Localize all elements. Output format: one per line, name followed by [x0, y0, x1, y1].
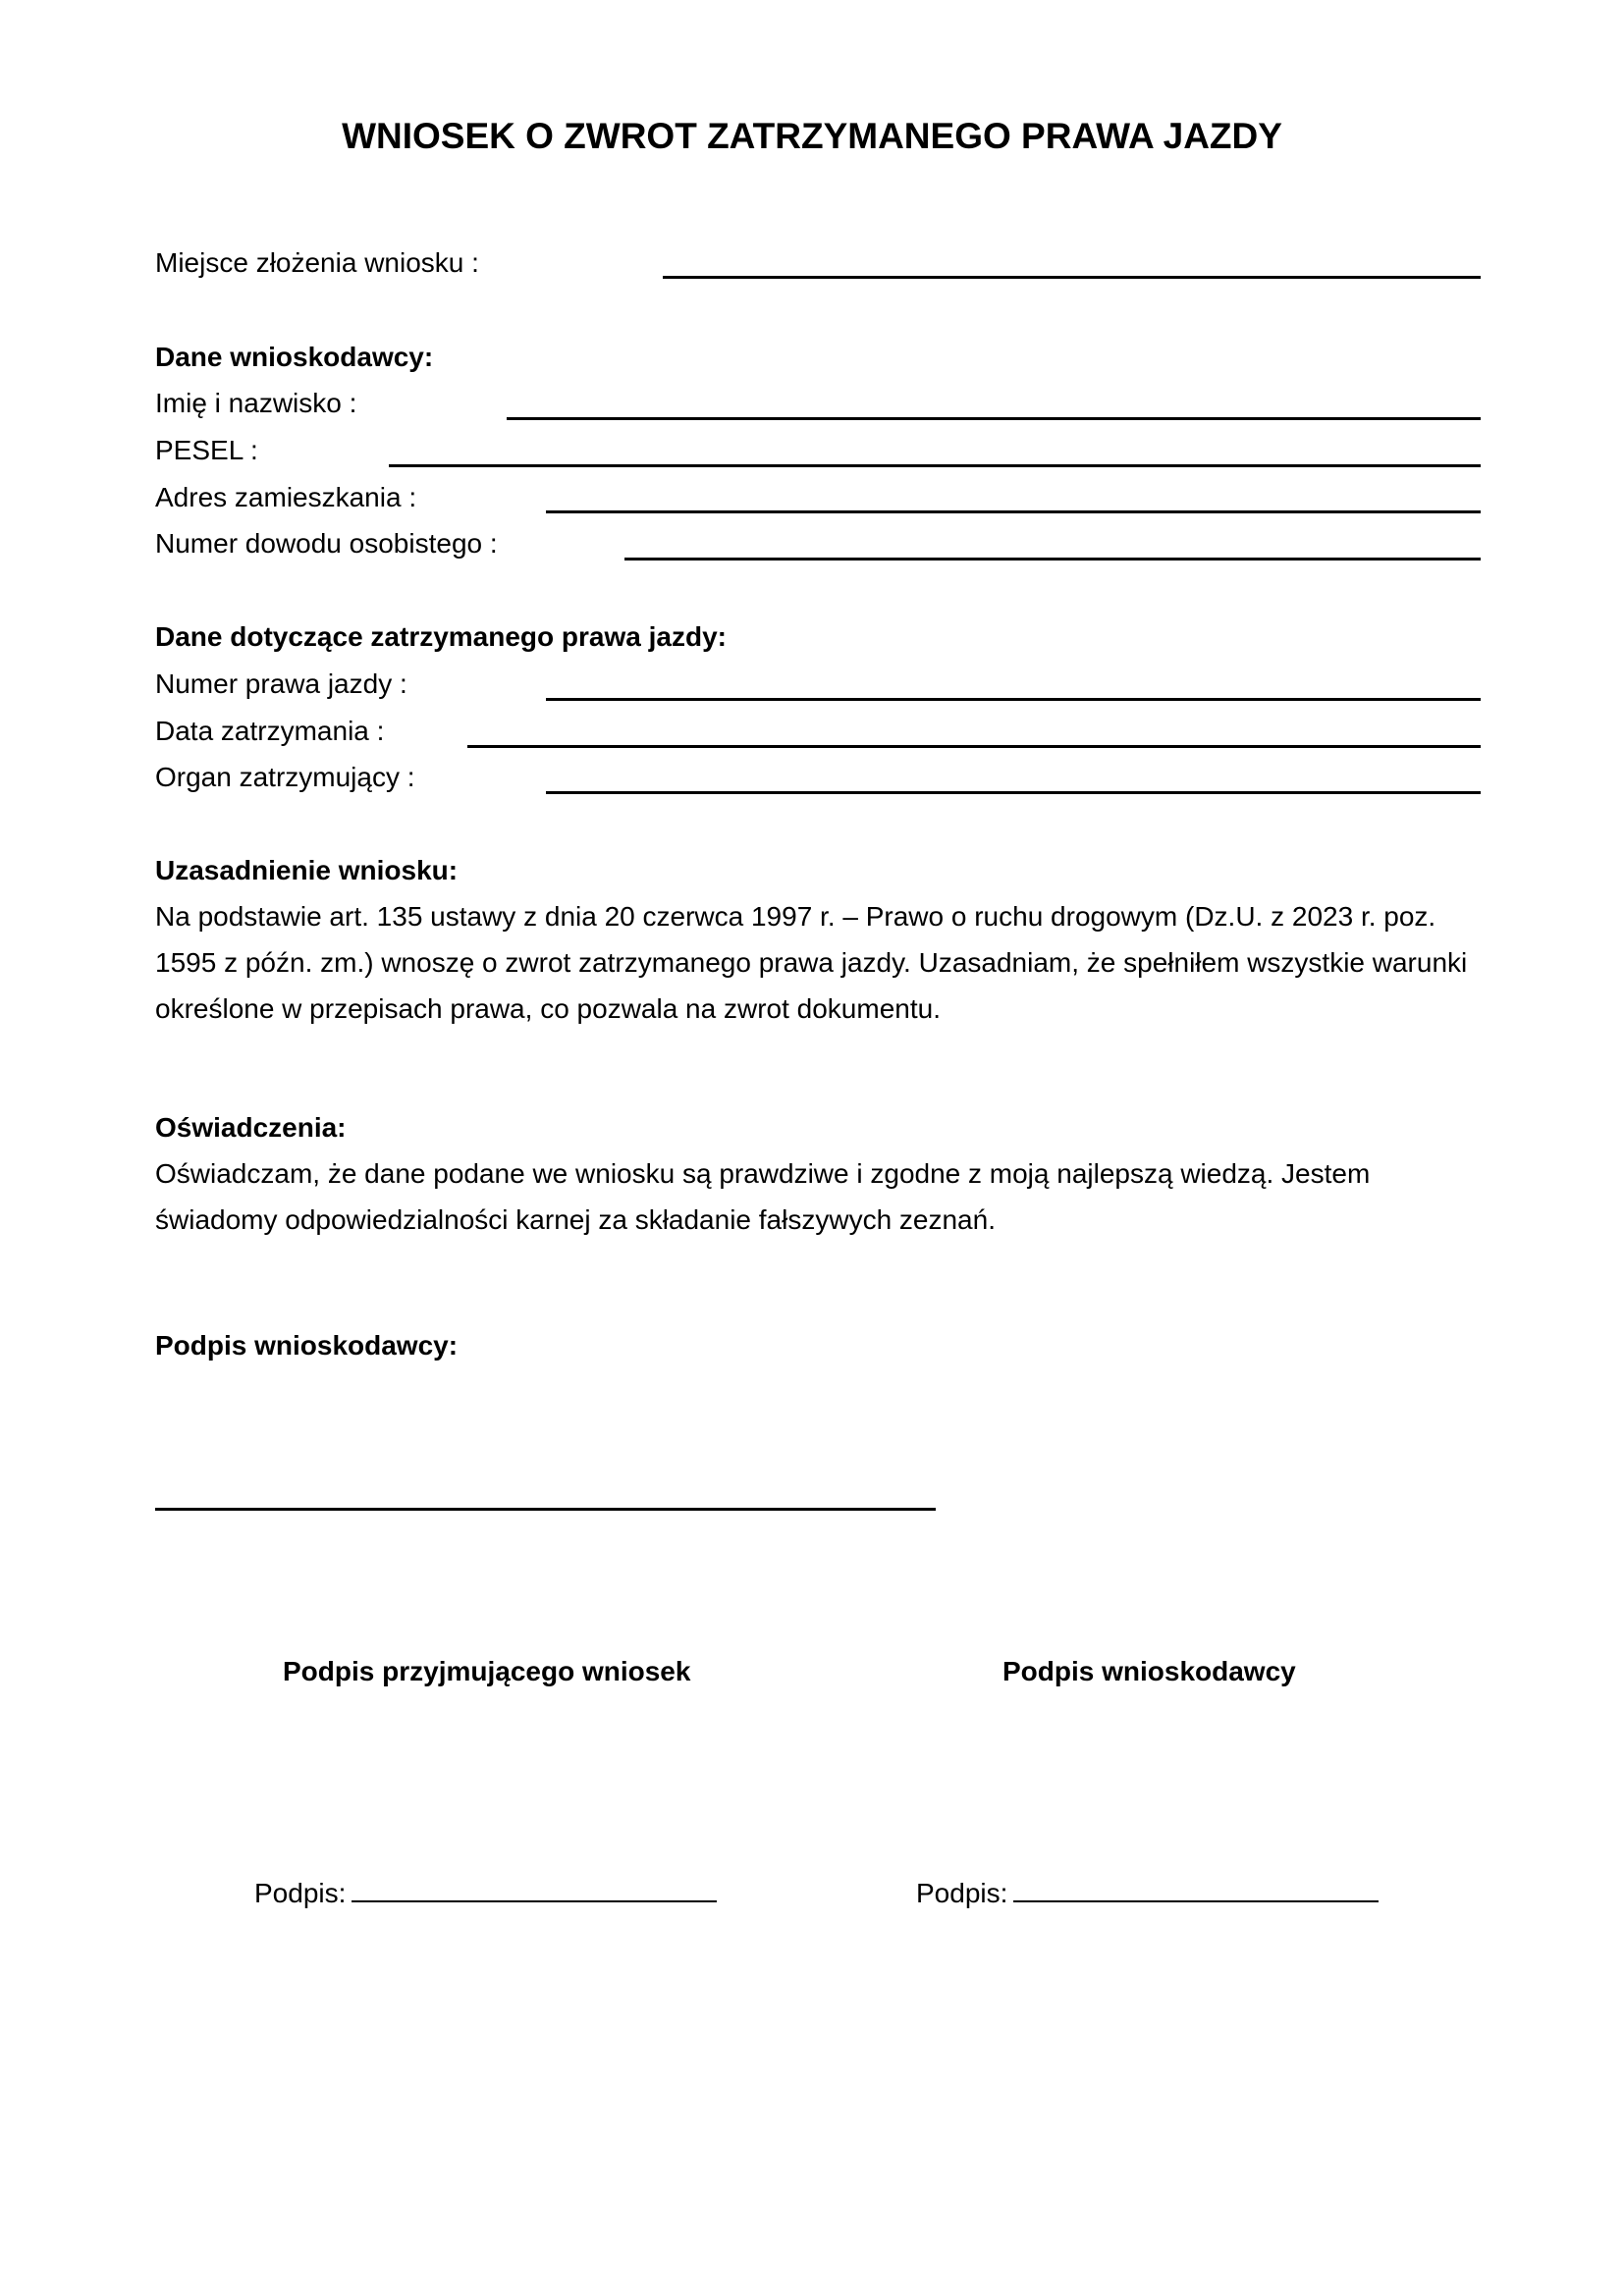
address-field[interactable]	[546, 510, 1481, 513]
authority-label: Organ zatrzymujący :	[155, 762, 415, 792]
authority-field[interactable]	[546, 791, 1481, 794]
receiver-signature-field[interactable]	[254, 1875, 717, 1909]
justification-heading: Uzasadnienie wniosku:	[155, 855, 459, 885]
document-title: WNIOSEK O ZWROT ZATRZYMANEGO PRAWA JAZDY	[342, 116, 1282, 156]
applicant-signature-underline[interactable]	[1013, 1875, 1379, 1902]
id-number-field[interactable]	[624, 558, 1481, 561]
receiver-signature-title: Podpis przyjmującego wniosek	[283, 1656, 691, 1686]
license-number-label: Numer prawa jazdy :	[155, 668, 407, 699]
place-field[interactable]	[663, 276, 1481, 279]
address-label: Adres zamieszkania :	[155, 482, 417, 512]
pesel-field[interactable]	[389, 464, 1481, 467]
applicant-signature-label: Podpis:	[916, 1878, 1008, 1908]
detention-date-label: Data zatrzymania :	[155, 716, 385, 746]
name-field[interactable]	[507, 417, 1481, 420]
signature-line[interactable]	[155, 1508, 936, 1511]
applicant-signature-title: Podpis wnioskodawcy	[1002, 1656, 1296, 1686]
applicant-heading: Dane wnioskodawcy:	[155, 342, 434, 372]
pesel-label: PESEL :	[155, 435, 258, 465]
place-label: Miejsce złożenia wniosku :	[155, 247, 479, 278]
applicant-signature-field[interactable]	[916, 1875, 1379, 1909]
statements-heading: Oświadczenia:	[155, 1112, 347, 1143]
signature-heading: Podpis wnioskodawcy:	[155, 1330, 459, 1361]
justification-text: Na podstawie art. 135 ustawy z dnia 20 czerwca 1997 r. – Prawo o ruchu drogowym (Dz.U. z 2023 r. poz. 1595 z późn. zm.) wnoszę o zwrot zatrzymanego prawa jazdy. Uzasadniam, że spełniłem wszystkie warunki określone w przepisach prawa, co pozwala na zwrot dokumentu.	[155, 901, 1468, 1024]
license-number-field[interactable]	[546, 698, 1481, 701]
name-label: Imię i nazwisko :	[155, 388, 357, 418]
id-number-label: Numer dowodu osobistego :	[155, 528, 498, 559]
license-heading: Dane dotyczące zatrzymanego prawa jazdy:	[155, 621, 727, 652]
statements-text: Oświadczam, że dane podane we wniosku są prawdziwe i zgodne z moją najlepszą wiedzą. Jestem świadomy odpowiedzialności karnej za składanie fałszywych zeznań.	[155, 1158, 1371, 1235]
detention-date-field[interactable]	[467, 745, 1481, 748]
receiver-signature-underline[interactable]	[352, 1875, 717, 1902]
receiver-signature-label: Podpis:	[254, 1878, 347, 1908]
